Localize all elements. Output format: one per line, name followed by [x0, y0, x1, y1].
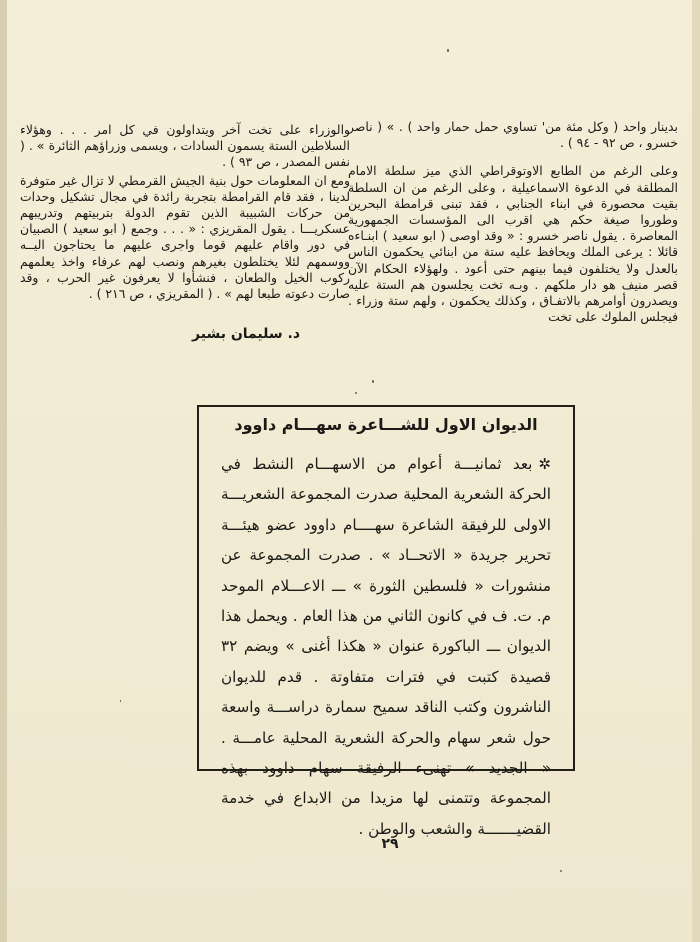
announcement-text: بعد ثمانيـــة أعوام من الاسهـــام النشط في الحركة الشعرية المحلية صدرت المجموعة الشعريـــة الاولى للرفيقة الشاعرة سهــــام داوود عضو هيئـــة تحرير جريدة « الاتحــاد » . صدرت المجموعة عن منشورات « فلسطين الثورة » ـــ الاعـــلام الموحد م. ت. ف في كانون الثاني من هذا العام . ويحمل هذا الديوان ـــ الباكورة عنوان « هكذا أغنى » ويضم ٣٢ قصيدة كتبت في فترات متفاوتة . قدم للديوان الناشرون وكتب الناقد سميح سمارة دراســـة واسعة حول شعر سهام والحركة الشعرية المحلية عامـــة . « الجديد » تهنىء الرفيقة سهام داوود بهذه المجموعة وتتمنى لها مزيدا من الابداع في خدمة القضيـــــــة والشعب والوطن . [221, 455, 551, 838]
paragraph: ومع ان المعلومات حول بنية الجيش القرمطي لا تزال غير متوفرة لدينا ، فقد قام القرامطة بتجربة رائدة في مجال تشكيل وحدات من حركات الشبيبة الذين تقوم الدولة بتربيتهم وتدريبهم عسكريـــا . يقول المقريزي : « . . . وجمع ( ابو سعيد ) الصبيان في دور واقام عليهم قوما واجرى عليهم ما يحتاجون اليــه ووسمهم لئلا يختلطون بغيرهم ونصب لهم عرفاء واخذ يعلمهم ركوب الخيل والطعان ، فنشأوا لا يعرفون غير الحرب ، وقد صارت دعوته طبعا لهم » . ( المقريزي ، ص ٢١٦ ) . [20, 172, 350, 302]
page-edge-left [0, 0, 7, 942]
paragraph: بدينار واحد ( وكل مئة من' تساوي حمل حمار واحد ) . » ( ناصر خسرو ، ص ٩٢ - ٩٤ ) . [348, 119, 678, 151]
paper-speck [372, 380, 374, 383]
paper-speck [447, 49, 449, 52]
announcement-box [197, 405, 575, 838]
paragraph: والوزراء على تخت آخر ويتداولون في كل امر . . . وهؤلاء السلاطين الستة يسمون السادات ، ويسمى وزراؤهم الثائرة » . ( نفس المصدر ، ص ٩٣ ) . [20, 122, 350, 170]
author-signature: د. سليمان بشير [192, 326, 300, 342]
article-column-right [348, 119, 678, 327]
article-column-left [20, 122, 350, 304]
page-number: ٢٩ [381, 836, 399, 852]
paper-speck [355, 392, 357, 394]
paragraph: وعلى الرغم من الطابع الاوتوقراطي الذي ميز سلطة الامام المطلقة في الدعوة الاسماعيلية ، وعلى الرغم من ان السلطة بقيت محصورة في ابناء الجنابي ، فقد تبنى قرامطة البحرين وطوروا صيغة حكم هي اقرب الى المؤسسات الجمهورية المعاصرة . يقول ناصر خسرو : « وقد اوصى ( ابو سعيد ) ابنـاءه قائلا : يرعى الملك ويحافظ عليه ستة من ابنائي يحكمون الناس بالعدل ولا يختلفون فيما بينهم حتى أعود . ولهؤلاء الحكام الآن قصر منيف هو دار ملكهم . وبـه تخت يجلسون هم الستة عليه ويصدرون أوامرهم بالاتفـاق ، وكذلك يحكمون ، ولهم ستة وزراء . فيجلس الملوك على تخت [348, 163, 678, 325]
page-edge-right [692, 0, 700, 942]
announcement-body [221, 449, 551, 844]
star-bullet-icon: ✲ [538, 455, 551, 473]
announcement-title: الديوان الاول للشـــاعرة سهـــام داوود [234, 415, 538, 434]
paper-speck [560, 870, 562, 872]
paper-speck [120, 700, 121, 702]
